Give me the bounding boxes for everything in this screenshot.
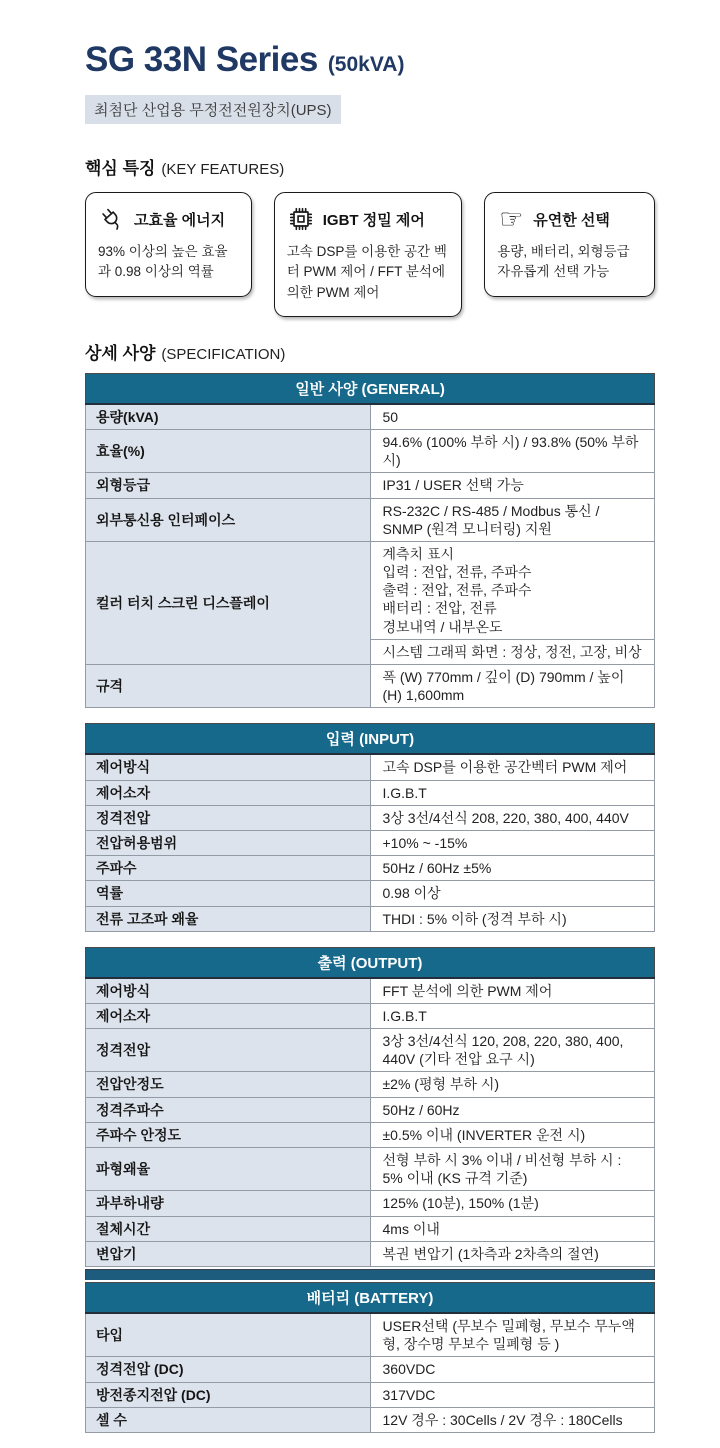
feature-title: 유연한 선택 (533, 211, 610, 229)
spec-row-label: 정격전압 (86, 1029, 371, 1072)
table-row (86, 1029, 655, 1072)
table-row (86, 1191, 655, 1216)
spec-row-label: 외형등급 (86, 473, 371, 498)
table-row (86, 1072, 655, 1097)
spec-row-value: 50Hz / 60Hz (370, 1097, 655, 1122)
spec-row-label: 전류 고조파 왜율 (86, 906, 371, 931)
chip-icon (287, 205, 315, 233)
spec-row-label: 제어소자 (86, 1003, 371, 1028)
spec-row-label: 외부통신용 인터페이스 (86, 498, 371, 541)
feature-box-head (497, 204, 642, 234)
spec-table-header-general: 일반 사양 (GENERAL) (86, 373, 655, 404)
spec-row-value: THDI : 5% 이하 (정격 부하 시) (370, 906, 655, 931)
spec-row-label: 변압기 (86, 1241, 371, 1266)
spec-row-value: 50 (370, 404, 655, 430)
spec-row-label: 방전종지전압 (DC) (86, 1382, 371, 1407)
feature-body: 용량, 배터리, 외형등급 자유롭게 선택 가능 (497, 244, 630, 280)
table-row (86, 754, 655, 780)
feature-body: 고속 DSP를 이용한 공간 벡터 PWM 제어 / FFT 분석에 의한 PWM 제어 (286, 244, 447, 300)
spec-row-value: FFT 분석에 의한 PWM 제어 (370, 978, 655, 1004)
spec-row-value: 317VDC (370, 1382, 655, 1407)
specification-heading-en: (SPECIFICATION) (161, 345, 286, 363)
spec-row-value: IP31 / USER 선택 가능 (370, 473, 655, 498)
spec-row-label: 주파수 안정도 (86, 1122, 371, 1147)
spec-row-label: 셀 수 (86, 1407, 371, 1432)
spec-row-value: USER선택 (무보수 밀폐형, 무보수 무누액형, 장수명 무보수 밀폐형 등 ) (370, 1313, 655, 1357)
spec-row-label: 제어방식 (86, 978, 371, 1004)
specification-heading (85, 339, 655, 364)
spec-table-battery (85, 1282, 655, 1433)
spec-row-label: 규격 (86, 665, 371, 708)
spec-row-label: 컬러 터치 스크린 디스플레이 (86, 541, 371, 664)
plug-icon (92, 199, 132, 239)
feature-title: IGBT 정밀 제어 (322, 211, 425, 229)
table-row (86, 1241, 655, 1266)
specification-heading-ko: 상세 사양 (85, 343, 156, 363)
table-row (86, 881, 655, 906)
table-row (86, 1357, 655, 1382)
title-row (85, 40, 655, 80)
table-row (86, 541, 655, 639)
spec-row-label: 정격전압 (DC) (86, 1357, 371, 1382)
table-row (86, 1313, 655, 1357)
table-row (86, 1097, 655, 1122)
spec-row-value: ±2% (평형 부하 시) (370, 1072, 655, 1097)
spec-row-label: 타입 (86, 1313, 371, 1357)
spec-row-label: 역률 (86, 881, 371, 906)
spec-row-value: 3상 3선/4선식 120, 208, 220, 380, 400, 440V (기타 전압 요구 시) (370, 1029, 655, 1072)
table-row (86, 1003, 655, 1028)
feature-body: 93% 이상의 높은 효율과 0.98 이상의 역률 (98, 244, 228, 280)
spec-row-label: 정격전압 (86, 805, 371, 830)
feature-box-flexible-choice (484, 192, 655, 297)
spec-row-label: 정격주파수 (86, 1097, 371, 1122)
table-row (86, 906, 655, 931)
table-row (86, 856, 655, 881)
spec-table-header-battery: 배터리 (BATTERY) (86, 1282, 655, 1313)
spec-row-value: 선형 부하 시 3% 이내 / 비선형 부하 시 : 5% 이내 (KS 규격 기준) (370, 1148, 655, 1191)
spec-row-value: 시스템 그래픽 화면 : 정상, 정전, 고장, 비상 (370, 639, 655, 664)
spec-row-value: 125% (10분), 150% (1분) (370, 1191, 655, 1216)
spec-row-value: 3상 3선/4선식 208, 220, 380, 400, 440V (370, 805, 655, 830)
spec-row-label: 파형왜율 (86, 1148, 371, 1191)
spec-row-value: 4ms 이내 (370, 1216, 655, 1241)
spec-row-value: 0.98 이상 (370, 881, 655, 906)
spec-row-label: 제어소자 (86, 780, 371, 805)
spec-row-value: 50Hz / 60Hz ±5% (370, 856, 655, 881)
page-title: SG 33N Series (85, 40, 318, 79)
spec-row-value: I.G.B.T (370, 780, 655, 805)
spec-row-value: 12V 경우 : 30Cells / 2V 경우 : 180Cells (370, 1407, 655, 1432)
spec-row-label: 효율(%) (86, 429, 371, 472)
spec-row-label: 전압허용범위 (86, 830, 371, 855)
spec-row-value: I.G.B.T (370, 1003, 655, 1028)
spec-table-input (85, 723, 655, 931)
table-row (86, 805, 655, 830)
table-row (86, 429, 655, 472)
table-row (86, 780, 655, 805)
key-features-heading-en: (KEY FEATURES) (161, 161, 285, 178)
product-subtitle-badge: 최첨단 산업용 무정전전원장치(UPS) (85, 95, 341, 124)
table-row (86, 473, 655, 498)
spec-row-value: RS-232C / RS-485 / Modbus 통신 / SNMP (원격 모니터링) 지원 (370, 498, 655, 541)
feature-box-head (98, 204, 239, 234)
spec-row-value: 계측치 표시 입력 : 전압, 전류, 주파수 출력 : 전압, 전류, 주파수 배터리 : 전압, 전류 경보내역 / 내부온도 (370, 541, 655, 639)
spec-table-general (85, 373, 655, 709)
table-row (86, 665, 655, 708)
spec-row-label: 용량(kVA) (86, 404, 371, 430)
key-features-heading-ko: 핵심 특징 (85, 159, 156, 178)
spec-row-label: 과부하내량 (86, 1191, 371, 1216)
spec-table-output (85, 947, 655, 1267)
spec-row-label: 제어방식 (86, 754, 371, 780)
feature-box-igbt-control (274, 192, 463, 317)
page-content (85, 0, 655, 1448)
pointing-hand-icon: ☞ (499, 203, 524, 235)
table-row (86, 1122, 655, 1147)
table-row (86, 1216, 655, 1241)
spec-row-label: 전압안정도 (86, 1072, 371, 1097)
feature-box-head (287, 204, 450, 234)
page-title-capacity: (50kVA) (327, 53, 405, 76)
feature-box-high-efficiency (85, 192, 252, 297)
table-row (86, 1148, 655, 1191)
spec-row-label: 절체시간 (86, 1216, 371, 1241)
table-row (86, 978, 655, 1004)
feature-title: 고효율 에너지 (134, 211, 226, 229)
table-row (86, 1382, 655, 1407)
spec-row-value: +10% ~ -15% (370, 830, 655, 855)
spec-table-header-output: 출력 (OUTPUT) (86, 947, 655, 978)
spec-row-value: 94.6% (100% 부하 시) / 93.8% (50% 부하 시) (370, 429, 655, 472)
spec-row-value: 복권 변압기 (1차측과 2차측의 절연) (370, 1241, 655, 1266)
spec-row-value: 360VDC (370, 1357, 655, 1382)
spec-row-value: 폭 (W) 770mm / 깊이 (D) 790mm / 높이 (H) 1,600mm (370, 665, 655, 708)
table-row (86, 830, 655, 855)
feature-boxes (85, 192, 655, 317)
table-row (86, 404, 655, 430)
table-row (86, 1407, 655, 1432)
spec-row-label: 주파수 (86, 856, 371, 881)
key-features-heading (85, 154, 655, 179)
next-table-header-partial (85, 1269, 655, 1280)
table-row (86, 498, 655, 541)
spec-table-header-input: 입력 (INPUT) (86, 724, 655, 755)
spec-row-value: 고속 DSP를 이용한 공간벡터 PWM 제어 (370, 754, 655, 780)
spec-row-value: ±0.5% 이내 (INVERTER 운전 시) (370, 1122, 655, 1147)
